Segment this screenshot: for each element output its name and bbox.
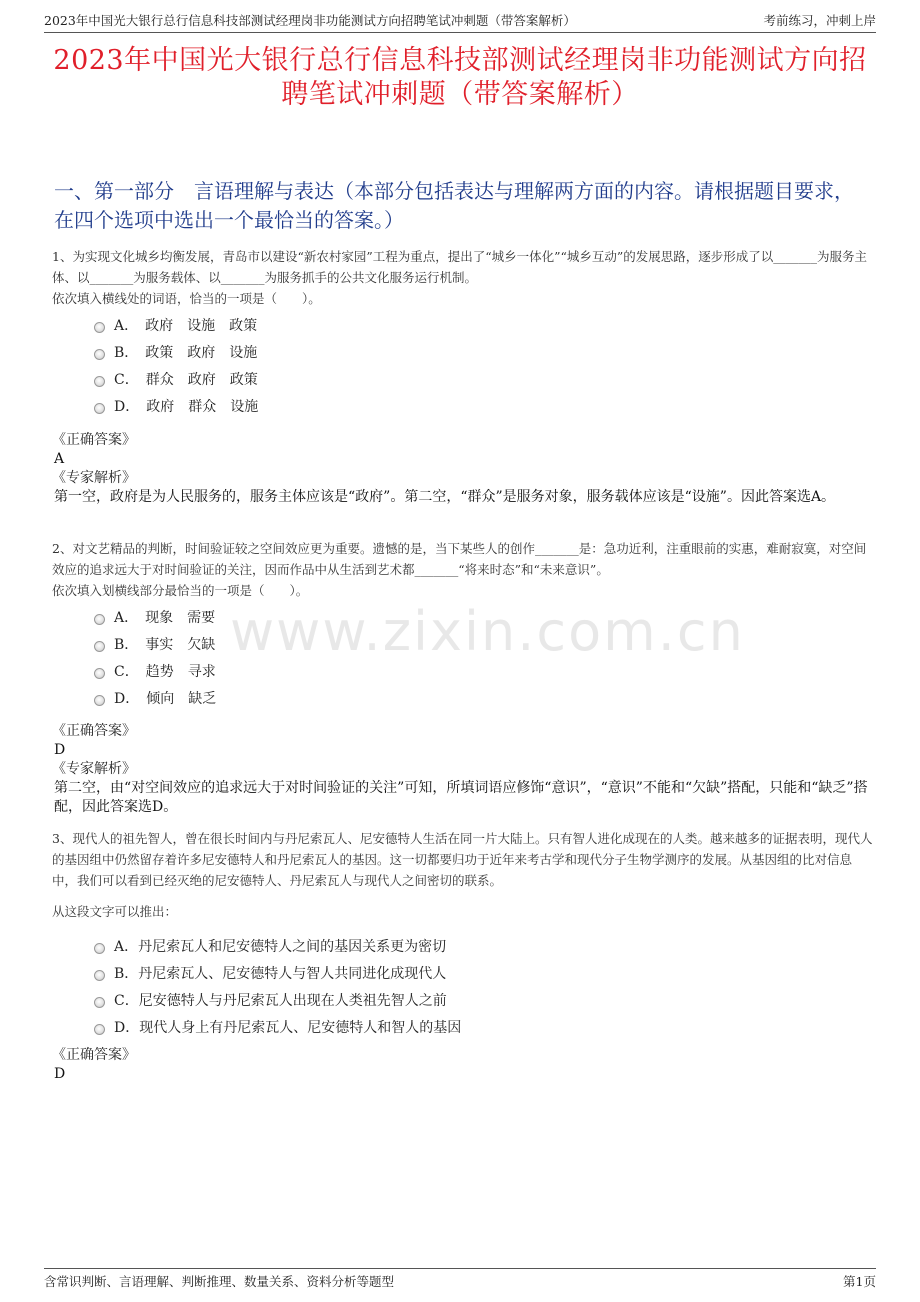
option-b[interactable] xyxy=(52,340,876,367)
answer-label: 《正确答案》 xyxy=(52,1047,136,1063)
question-stem: 3、现代人的祖先智人，曾在很长时间内与丹尼索瓦人、尼安德特人生活在同一片大陆上。只有智人进化成现在的人类。越来越多的证据表明，现代人的基因组中仍然留存着许多尼安德特人和丹尼索瓦人的基因。这一切都要归功于近年来考古学和现代分子生物学测序的发展。从基因组的比对信息中，我们可以看到已经灭绝的尼安德特人、丹尼索瓦人与现代人之间密切的联系。 xyxy=(52,831,873,888)
question-prompt: 依次填入横线处的词语，恰当的一项是（ ）。 xyxy=(52,291,321,306)
header-slogan: 考前练习，冲刺上岸 xyxy=(763,13,876,28)
option-a[interactable] xyxy=(52,313,876,340)
radio-icon[interactable] xyxy=(94,943,105,954)
correct-answer: A xyxy=(54,451,65,467)
radio-icon[interactable] xyxy=(94,322,105,333)
radio-icon[interactable] xyxy=(94,614,105,625)
option-label: C． 趋势 寻求 xyxy=(114,664,216,680)
correct-answer: D xyxy=(54,742,66,758)
radio-icon[interactable] xyxy=(94,349,105,360)
document-title: 2023年中国光大银行总行信息科技部测试经理岗非功能测试方向招聘笔试冲刺题（带答案解析） xyxy=(53,45,867,110)
option-c[interactable] xyxy=(52,988,876,1015)
option-label: B．丹尼索瓦人、尼安德特人与智人共同进化成现代人 xyxy=(114,966,447,982)
option-label: B． 政策 政府 设施 xyxy=(114,345,258,361)
page-footer xyxy=(44,1268,876,1291)
question-prompt: 依次填入划横线部分最恰当的一项是（ ）。 xyxy=(52,583,309,598)
option-list xyxy=(52,934,876,1042)
option-list xyxy=(52,313,876,421)
option-d[interactable] xyxy=(52,394,876,421)
radio-icon[interactable] xyxy=(94,997,105,1008)
analysis-label: 《专家解析》 xyxy=(52,761,136,777)
radio-icon[interactable] xyxy=(94,1024,105,1035)
option-label: D． 倾向 缺乏 xyxy=(114,691,217,707)
option-label: D． 政府 群众 设施 xyxy=(114,399,259,415)
radio-icon[interactable] xyxy=(94,376,105,387)
option-label: D．现代人身上有丹尼索瓦人、尼安德特人和智人的基因 xyxy=(114,1020,462,1036)
option-label: C． 群众 政府 政策 xyxy=(114,372,258,388)
option-a[interactable] xyxy=(52,605,876,632)
option-label: A． 政府 设施 政策 xyxy=(114,318,258,334)
option-b[interactable] xyxy=(52,632,876,659)
radio-icon[interactable] xyxy=(94,970,105,981)
option-a[interactable] xyxy=(52,934,876,961)
option-label: A．丹尼索瓦人和尼安德特人之间的基因关系更为密切 xyxy=(114,939,447,955)
answer-block-2 xyxy=(52,722,876,817)
correct-answer: D xyxy=(54,1066,66,1082)
question-3 xyxy=(52,828,876,1042)
option-list xyxy=(52,605,876,713)
analysis-label: 《专家解析》 xyxy=(52,470,136,486)
question-1 xyxy=(52,246,876,421)
question-stem: 1、为实现文化城乡均衡发展，青岛市以建设“新农村家园”工程为重点，提出了“城乡一体化”“城乡互动”的发展思路，逐步形成了以_______为服务主体、以_______为服务载体、以_______为服务抓手的公共文化服务运行机制。 xyxy=(52,249,868,285)
question-prompt: 从这段文字可以推出： xyxy=(52,904,178,919)
question-stem: 2、对文艺精品的判断，时间验证较之空间效应更为重要。遗憾的是，当下某些人的创作_______是：急功近利，注重眼前的实惠，难耐寂寞，对空间效应的追求远大于对时间验证的关注，因而作品中从生活到艺术都_______“将来时态”和“未来意识”。 xyxy=(52,541,867,577)
radio-icon[interactable] xyxy=(94,641,105,652)
radio-icon[interactable] xyxy=(94,668,105,679)
header-doc-title: 2023年中国光大银行总行信息科技部测试经理岗非功能测试方向招聘笔试冲刺题（带答案解析） xyxy=(44,13,576,28)
answer-label: 《正确答案》 xyxy=(52,432,136,448)
radio-icon[interactable] xyxy=(94,695,105,706)
expert-analysis: 第二空，由“对空间效应的追求远大于对时间验证的关注”可知，所填词语应修饰“意识”，“意识”不能和“欠缺”搭配，只能和“缺乏”搭配，因此答案选D。 xyxy=(54,780,868,815)
answer-block-1 xyxy=(52,431,876,507)
section-title: 一、第一部分 言语理解与表达（本部分包括表达与理解两方面的内容。请根据题目要求，在四个选项中选出一个最恰当的答案。） xyxy=(54,179,854,232)
question-2 xyxy=(52,538,876,713)
answer-block-3 xyxy=(52,1046,876,1084)
page-header xyxy=(44,10,876,33)
option-d[interactable] xyxy=(52,686,876,713)
option-d[interactable] xyxy=(52,1015,876,1042)
footer-categories: 含常识判断、言语理解、判断推理、数量关系、资料分析等题型 xyxy=(44,1274,395,1289)
expert-analysis: 第一空，政府是为人民服务的，服务主体应该是“政府”。第二空，“群众”是服务对象，服务载体应该是“设施”。因此答案选A。 xyxy=(54,489,836,505)
radio-icon[interactable] xyxy=(94,403,105,414)
option-label: B． 事实 欠缺 xyxy=(114,637,216,653)
option-c[interactable] xyxy=(52,367,876,394)
option-c[interactable] xyxy=(52,659,876,686)
option-label: C．尼安德特人与丹尼索瓦人出现在人类祖先智人之前 xyxy=(114,993,447,1009)
option-b[interactable] xyxy=(52,961,876,988)
page-number: 第1页 xyxy=(843,1274,876,1289)
answer-label: 《正确答案》 xyxy=(52,723,136,739)
watermark: www.zixin.com.cn xyxy=(230,600,745,663)
option-label: A． 现象 需要 xyxy=(114,610,216,626)
